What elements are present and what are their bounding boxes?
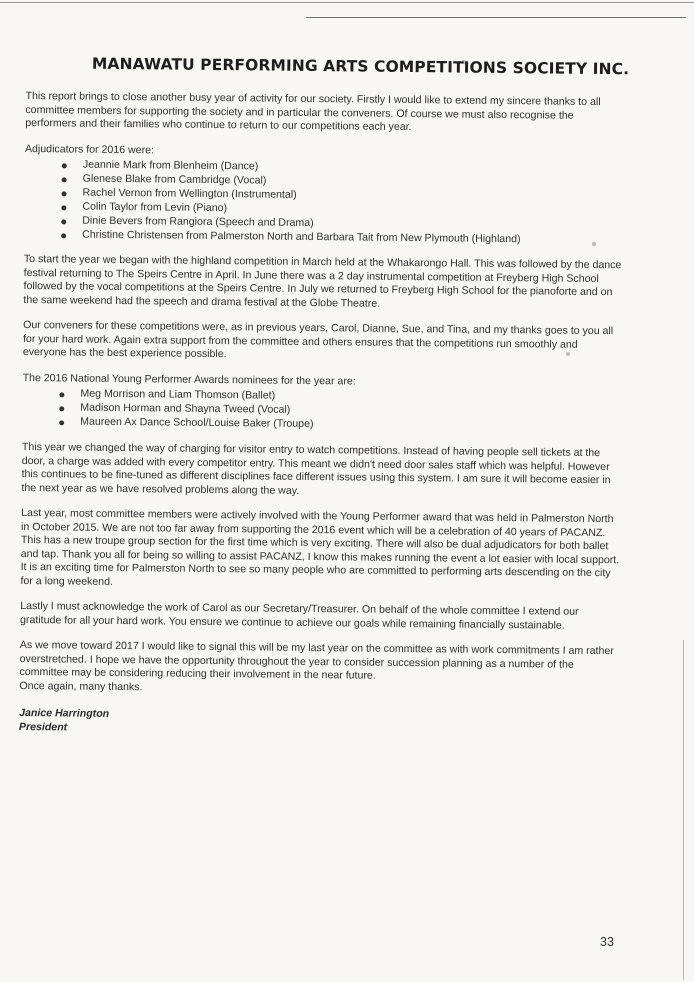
list-item-text: Madison Horman and Shayna Tweed (Vocal) <box>80 401 291 417</box>
young-performer-paragraph: Last year, most committee members were actively involved with the Young Performer award that was held in Palmerston North in October 2015. We are not too far away from supporting the 2016 event which will be a celebration of 40 years of PACANZ. This has a new troupe group section for the first time which is very exciting. There will also be dual adjudicators for both ballet and tap. Thank you all for being so willing to assist PACANZ, I know this makes running the event a lot easier with local support. It is an exciting time for Palmerston North to see so many people who are committed to performing arts descending on the city for a long weekend. <box>20 507 620 588</box>
list-item-text: Rachel Vernon from Wellington (Instrumental) <box>82 186 297 201</box>
bullet-icon <box>62 191 67 196</box>
page-number: 33 <box>600 935 614 949</box>
bullet-icon <box>61 219 66 224</box>
nominees-heading: The 2016 National Young Performer Awards nominees for the year are: <box>22 371 356 388</box>
scan-rule-line <box>306 17 686 18</box>
conveners-paragraph: Our conveners for these competitions were, as in previous years, Carol, Dianne, Sue, and Tina, and my thanks goes to you all for your hard work. Again extra support from the committee and others ensures that the competitions run smoothly and everyone has the best experience possible. <box>22 319 614 361</box>
year-summary-paragraph: To start the year we began with the highland competition in March held at the Whakarongo Hall. This was followed by the dance festival returning to The Speirs Centre in April. In June there was a 2 day instrumental competition at Freyberg High School followed by the vocal competitions at the Speirs Centre. In July we returned to Freyberg High School for the pianoforte and on the same weekend had the speech and drama festival at the Globe Theatre. <box>23 253 622 310</box>
bullet-icon <box>59 407 64 412</box>
adjudicators-list <box>24 158 625 248</box>
scan-edge-line <box>683 640 684 980</box>
list-item-text: Dinie Bevers from Rangiora (Speech and Drama) <box>82 214 314 229</box>
adjudicators-heading: Adjudicators for 2016 were: <box>24 142 155 156</box>
outlook-paragraph: As we move toward 2017 I would like to signal this will be my last year on the committee as with work commitments I am rather overstretched. I hope we have the opportunity throughout the year to consider succession planning as a number of the committee may be considering reducing their involvement in the near future. <box>19 639 614 682</box>
list-item-text: Jeannie Mark from Blenheim (Dance) <box>82 158 259 173</box>
bullet-icon <box>62 163 67 168</box>
page-title: MANAWATU PERFORMING ARTS COMPETITIONS SOCIETY INC. <box>91 54 630 79</box>
bullet-icon <box>59 421 64 426</box>
nominees-list <box>22 387 622 435</box>
list-item-text: Maureen Ax Dance School/Louise Baker (Troupe) <box>80 415 314 431</box>
list-item-text: Christine Christensen from Palmerston North and Barbara Tait from New Plymouth (Highland) <box>82 228 521 245</box>
signature-title: President <box>18 720 68 734</box>
closing-line: Once again, many thanks. <box>19 679 143 693</box>
scan-border-line <box>0 2 694 3</box>
bullet-icon <box>59 393 64 398</box>
list-item-text: Meg Morrison and Liam Thomson (Ballet) <box>80 388 276 403</box>
bullet-icon <box>61 233 66 238</box>
acknowledgement-paragraph: Lastly I must acknowledge the work of Carol as our Secretary/Treasurer. On behalf of the whole committee I extend our gratitude for all your hard work. You ensure we continue to achieve our goals while remaining financially sustainable. <box>20 600 579 632</box>
bullet-icon <box>62 177 67 182</box>
intro-paragraph: This report brings to close another busy year of activity for our society. Firstly I would like to extend my sincere thanks to all committee members for supporting the society and in particular the conveners. Of course we must also recognise the performers and their families who continue to return to our competitions each year. <box>25 89 601 134</box>
list-item-text: Glenese Blake from Cambridge (Vocal) <box>82 172 267 187</box>
charging-paragraph: This year we changed the way of charging for visitor entry to watch competitions. Instead of having people sell tickets at the door, a charge was added with every competitor entry. This meant we didn't need door sales staff which was helpful. However this continues to be fine-tuned as different disciplines face different issues using this system. I am sure it will become easier in the next year as we have resolved problems along the way. <box>21 441 611 497</box>
bullet-icon <box>61 205 66 210</box>
signature-name: Janice Harrington <box>19 707 110 721</box>
signature-block <box>19 707 619 740</box>
list-item-text: Colin Taylor from Levin (Piano) <box>82 200 228 214</box>
report-body <box>18 54 630 740</box>
